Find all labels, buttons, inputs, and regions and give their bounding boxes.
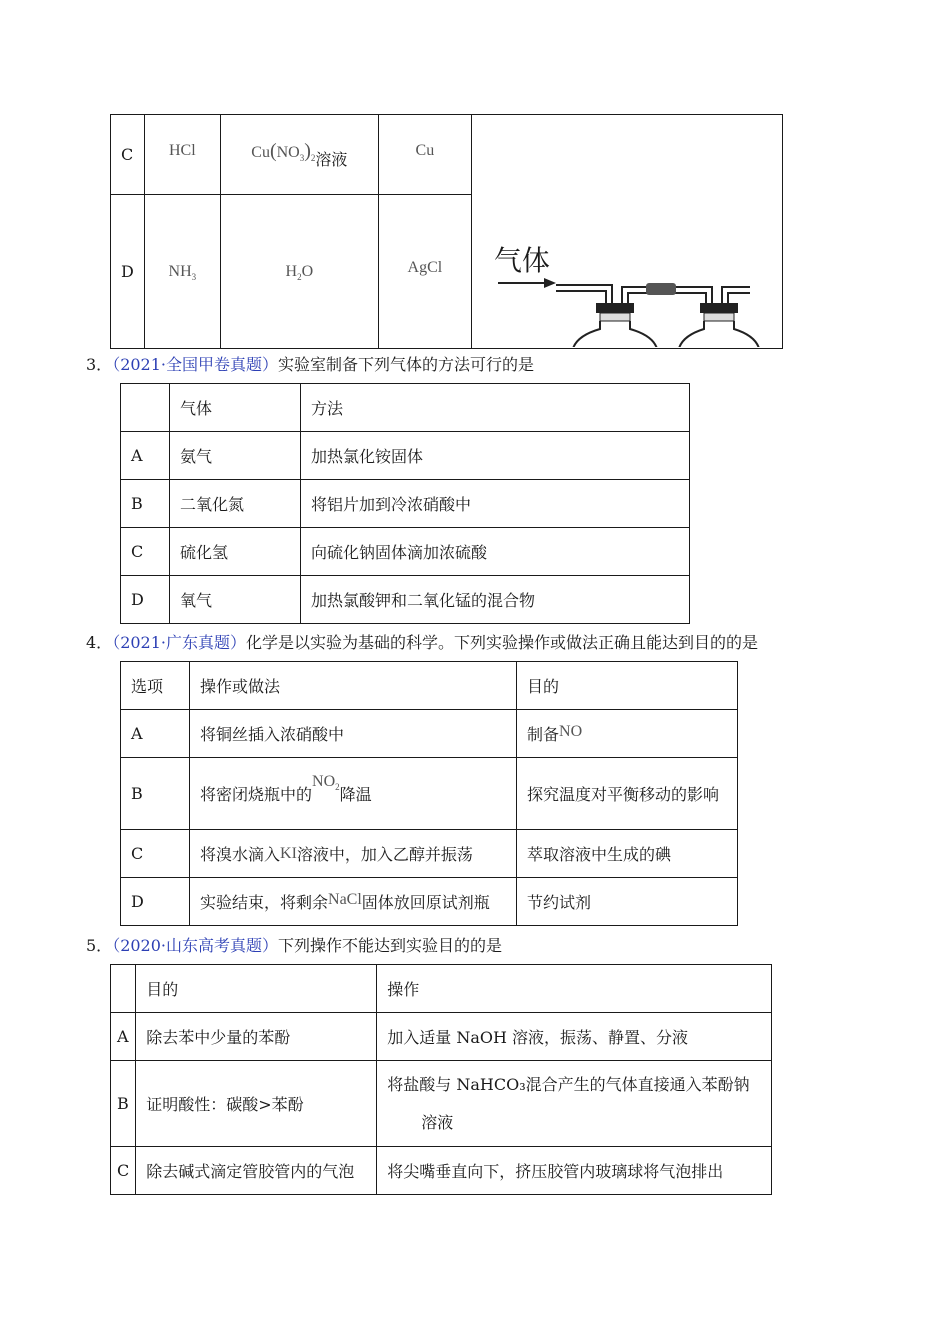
header-cell: 目的: [136, 965, 377, 1013]
question-5-stem: 5．（2020·山东高考真题）下列操作不能达到实验目的的是: [86, 936, 503, 955]
header-cell: 方法: [301, 384, 690, 432]
top-table: [110, 114, 783, 349]
table-row: C 除去碱式滴定管胶管内的气泡 将尖嘴垂直向下，挤压胶管内玻璃球将气泡排出: [111, 1147, 772, 1195]
question-4-stem: 4．（2021·广东真题）化学是以实验为基础的科学。下列实验操作或做法正确且能达到目的的是: [86, 633, 759, 652]
table-row: C 硫化氢 向硫化钠固体滴加浓硫酸: [121, 528, 690, 576]
solid-cell: AgCl: [378, 195, 471, 349]
reagent-cell: $Cu(NO_3)_2$溶液: [220, 115, 378, 195]
arrow-head-icon: [544, 278, 556, 288]
table-row: B 证明酸性：碳酸>苯酚 将盐酸与 NaHCO₃混合产生的气体直接通入苯酚钠 溶液: [111, 1061, 772, 1147]
header-cell: 操作: [377, 965, 772, 1013]
source-tag: （2021·全国甲卷真题）: [112, 355, 278, 374]
table-row: D 氧气 加热氯酸钾和二氧化锰的混合物: [121, 576, 690, 624]
header-cell: [111, 965, 136, 1013]
header-cell: [121, 384, 170, 432]
gas-cell: HCl: [144, 115, 220, 195]
header-cell: 选项: [121, 662, 190, 710]
header-cell: 气体: [170, 384, 301, 432]
table-row: C 将溴水滴入KI溶液中，加入乙醇并振荡 萃取溶液中生成的碘: [121, 830, 738, 878]
row-label: C: [111, 115, 145, 195]
table-row: A 将铜丝插入浓硝酸中 制备NO: [121, 710, 738, 758]
reagent-cell: $H_2O$: [220, 195, 378, 349]
table-row: A 除去苯中少量的苯酚 加入适量 NaOH 溶液，振荡、静置、分液: [111, 1013, 772, 1061]
q3-table: [120, 383, 690, 624]
question-3-stem: 3．（2021·全国甲卷真题）实验室制备下列气体的方法可行的是: [86, 355, 535, 374]
table-row: A 氨气 加热氯化铵固体: [121, 432, 690, 480]
table-row: D 实验结束，将剩余NaCl固体放回原试剂瓶 节约试剂: [121, 878, 738, 926]
row-label: D: [111, 195, 145, 349]
figure-cell: [471, 115, 782, 349]
header-cell: 操作或做法: [190, 662, 517, 710]
solid-cell: Cu: [378, 115, 471, 195]
gas-washing-apparatus: [472, 115, 782, 347]
q4-table: [120, 661, 738, 926]
gas-cell: $NH_3$: [144, 195, 220, 349]
header-cell: 目的: [517, 662, 738, 710]
table-row: B 将密闭烧瓶中的$NO_2$降温 探究温度对平衡移动的影响: [121, 758, 738, 830]
source-tag: （2020·山东高考真题）: [112, 936, 278, 955]
figure-label: 气体: [493, 244, 550, 277]
table-row: B 二氧化氮 将铝片加到冷浓硝酸中: [121, 480, 690, 528]
q5-table: [110, 964, 772, 1195]
source-tag: （2021·广东真题）: [112, 633, 246, 652]
